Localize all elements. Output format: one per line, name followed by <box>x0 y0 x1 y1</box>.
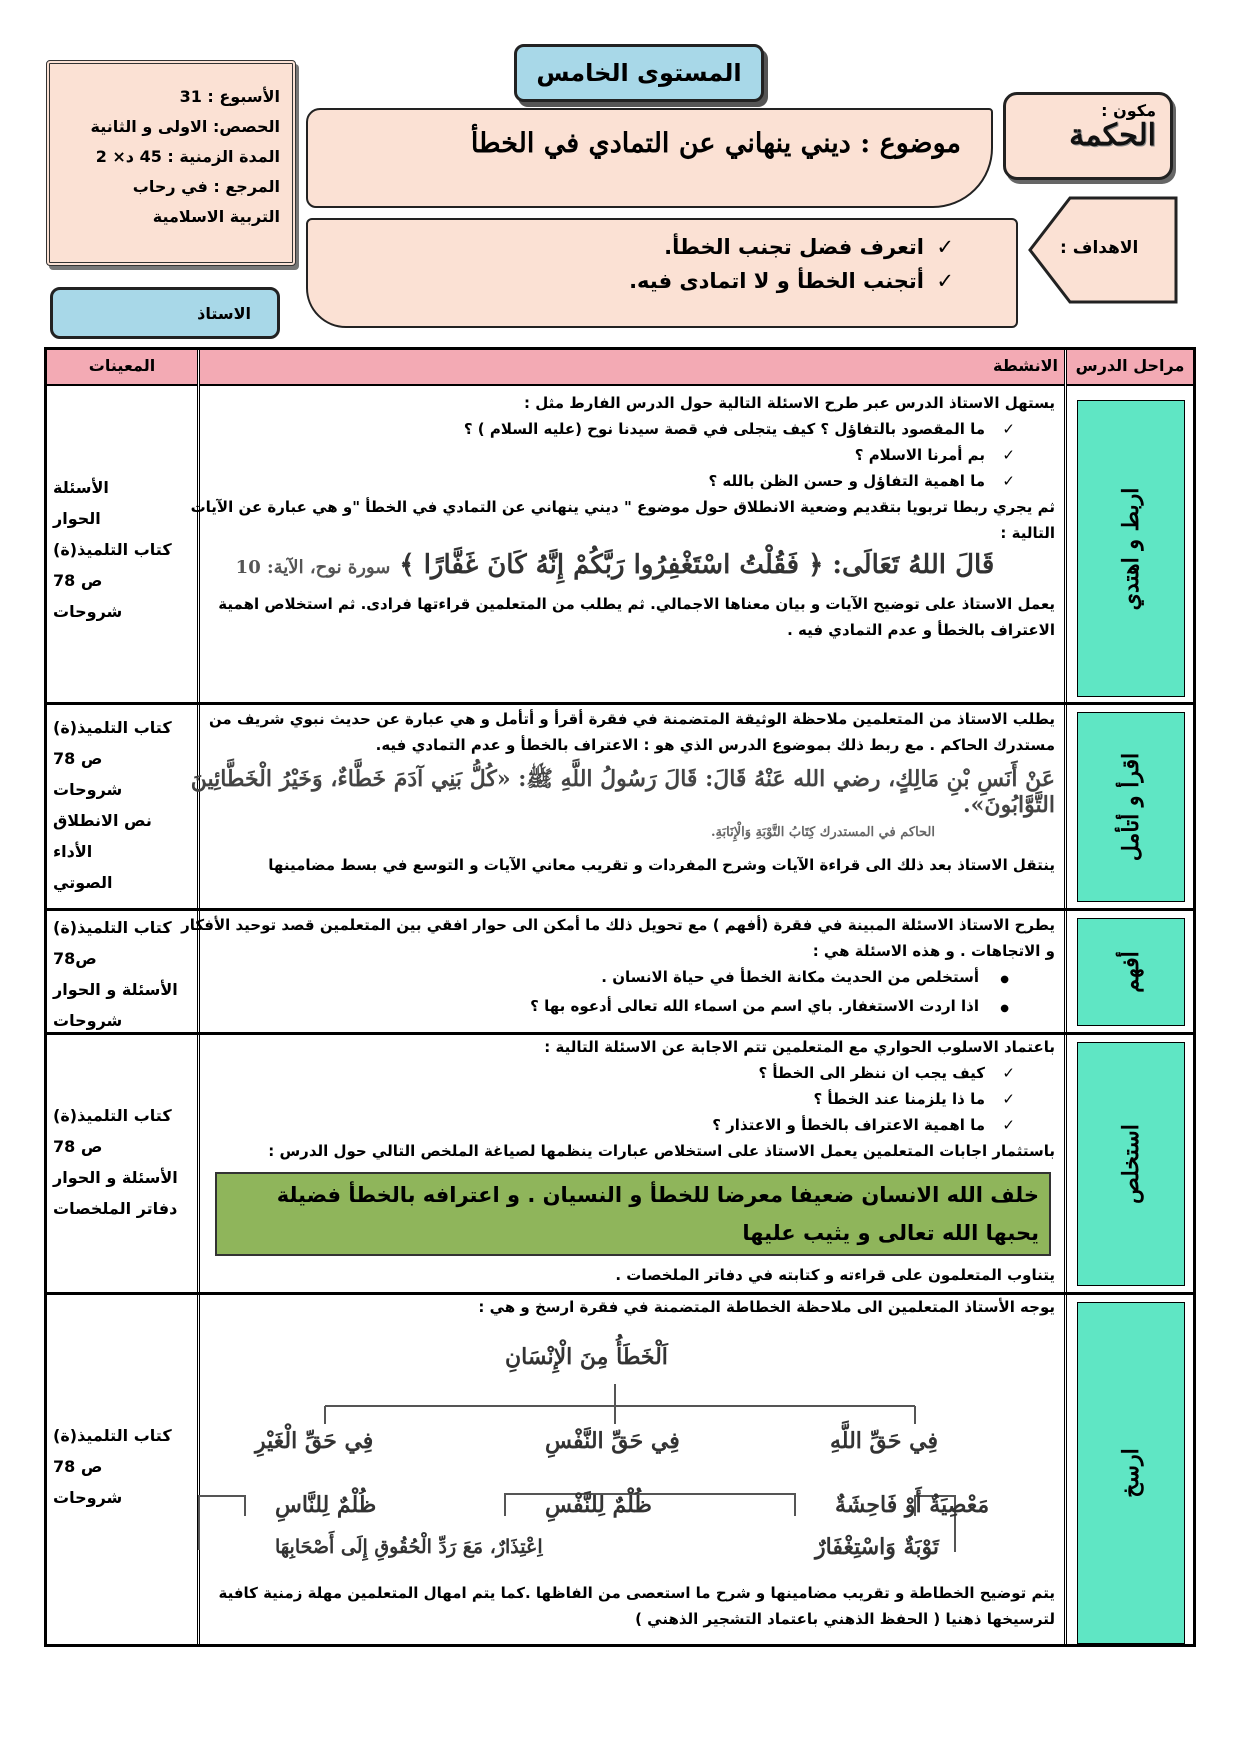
row-divider <box>47 908 1193 911</box>
stage-cell-1 <box>1077 400 1185 697</box>
level-title: المستوى الخامس <box>514 44 764 102</box>
diagram-type: ظُلْمٌ لِلنَّاسِ <box>275 1492 377 1518</box>
resource-item: الأسئلة و الحوار <box>53 980 178 999</box>
resource-item: الأداء <box>53 842 93 861</box>
diagram-remedy: اِعْتِذَارٌ، مَعَ رَدِّ الْحُقُوقِ إِلَى أَصْحَابِهَا <box>275 1536 543 1558</box>
goal-item: ✓ اتعرف فضل تجنب الخطأ. <box>308 230 994 264</box>
diagram-type: ظُلْمٌ لِلنَّفْسِ <box>545 1492 652 1518</box>
stage-label: ارسخ <box>1118 1448 1144 1498</box>
component-value: الحكمة <box>1069 118 1156 153</box>
col-divider <box>1064 350 1067 1644</box>
activity-text: يتناوب المتعلمون على قراءته و كتابته في دفاتر الملخصات . <box>615 1266 1055 1284</box>
hadith-text: عَنْ أَنَسِ بْنِ مَالِكٍ، رضي الله عَنْهُ قَالَ: قَالَ رَسُولُ اللَّهِ ﷺ: «كُلُّ بَنِي آدَمَ خَطَّاءٌ، وَخَيْرُ الْخَطَّائِينَ التَّوَّابُونَ». <box>190 766 1055 818</box>
stage-cell-4 <box>1077 1042 1185 1286</box>
verse-ref: سورة نوح، الآية: 10 <box>235 557 391 578</box>
activities-1 <box>175 390 1061 643</box>
activity-text: يتم توضيح الخطاطة و تقريب مضامينها و شرح ما استعصى من الفاظها .كما يتم امهال المتعلمين مهلة زمنية كافية لترسيخها ذهنيا ( الحفظ الذهني باعتماد التشجير الذهني ) <box>218 1584 1055 1628</box>
stage-label: استخلص <box>1118 1124 1144 1204</box>
stage-label: اربط و اهتدي <box>1118 487 1144 610</box>
question-item: ✓ ما اهمية الاعتراف بالخطأ و الاعتذار ؟ <box>175 1112 1055 1138</box>
resource-item: كتاب التلميذ(ة) <box>53 1106 172 1125</box>
lesson-table <box>44 347 1196 1647</box>
resource-item: ص 78 <box>53 1137 103 1156</box>
resource-item: نص الانطلاق <box>53 811 152 830</box>
goals-box <box>306 218 1018 328</box>
mind-map <box>175 1320 1055 1580</box>
activity-text: يوجه الأستاذ المتعلمين الى ملاحظة الخطاطة المتضمنة في فقرة ارسخ و هي : <box>478 1298 1055 1316</box>
activity-text: ينتقل الاستاذ بعد ذلك الى قراءة الآيات وشرح المفردات و تقريب معاني الآيات و التوسع في بسط مضامينها <box>268 856 1055 874</box>
resource-item: شروحات <box>53 1488 123 1507</box>
resource-item: دفاتر الملخصات <box>53 1199 178 1218</box>
resource-item: شروحات <box>53 780 123 799</box>
question-item: ✓ ما اهمية التفاؤل و حسن الظن بالله ؟ <box>175 468 1055 494</box>
topic-box <box>306 108 993 208</box>
resource-item: شروحات <box>53 602 123 621</box>
activity-text: باستثمار اجابات المتعلمين يعمل الاستاذ على استخلاص عبارات ينظمها لصياغة الملخص التالي حول الدرس : <box>268 1142 1055 1160</box>
resource-item: كتاب التلميذ(ة) <box>53 540 172 559</box>
stage-cell-5 <box>1077 1302 1185 1644</box>
resource-item: شروحات <box>53 1011 123 1030</box>
question-item: ● اذا اردت الاستغفار. باي اسم من اسماء الله تعالى أدعوه بها ؟ <box>175 993 1055 1022</box>
diagram-branch: فِي حَقِّ الْغَيْرِ <box>255 1428 374 1454</box>
activities-3 <box>175 912 1061 1022</box>
diagram-branch: فِي حَقِّ اللَّهِ <box>830 1428 939 1454</box>
component-label: مكون : <box>1101 101 1156 120</box>
component-box <box>1003 92 1173 180</box>
question-item: ● أستخلص من الحديث مكانة الخطأ في حياة الانسان . <box>175 964 1055 993</box>
activities-2 <box>175 706 1061 878</box>
resource-item: ص 78 <box>53 1457 103 1476</box>
verse-text: قَالَ اللهُ تَعَالَى: ﴿ فَقُلْتُ اسْتَغْفِرُوا رَبَّكُمْ إِنَّهُ كَانَ غَفَّارًا ﴾ <box>399 550 995 580</box>
resource-item: كتاب التلميذ(ة) <box>53 918 172 937</box>
header-stages: مراحل الدرس <box>1067 350 1193 386</box>
activity-text: باعتماد الاسلوب الحواري مع المتعلمين تتم الاجابة عن الاسئلة التالية : <box>544 1038 1055 1056</box>
activities-5 <box>175 1294 1061 1632</box>
question-item: ✓ ما المقصود بالتفاؤل ؟ كيف يتجلى في قصة سيدنا نوح (عليه السلام ) ؟ <box>175 416 1055 442</box>
question-item: ✓ كيف يجب ان ننظر الى الخطأ ؟ <box>175 1060 1055 1086</box>
activity-text: ثم يجري ربطا تربويا بتقديم وضعية الانطلاق حول موضوع " ديني ينهاني عن التمادي في الخطأ "و هي عبارة عن الآيات التالية : <box>190 498 1055 542</box>
reference: المرجع : في رحاب <box>132 177 280 196</box>
teacher-label: الاستاذ <box>197 304 251 323</box>
question-item: ✓ ما ذا يلزمنا عند الخطأ ؟ <box>175 1086 1055 1112</box>
resource-item: الصوتي <box>53 873 113 892</box>
row-divider <box>47 702 1193 705</box>
week: الأسبوع : 31 <box>179 87 280 106</box>
header-resources: المعينات <box>47 350 197 386</box>
resource-item: ص 78 <box>53 571 103 590</box>
goals-label: الاهداف : <box>1060 238 1139 258</box>
diagram-type: مَعْصِيَةٌ أَوْ فَاحِشَةٌ <box>835 1492 990 1518</box>
quran-verse <box>175 552 1055 581</box>
stage-label: اقرأ و أتأمل <box>1118 752 1144 862</box>
duration: المدة الزمنية : 45 د× 2 <box>95 147 280 166</box>
teacher-box <box>50 287 280 339</box>
lesson-summary: خلف الله الانسان ضعيفا معرضا للخطأ و النسيان . و اعترافه بالخطأ فضيلة يحبها الله تعالى و يثيب عليها <box>215 1172 1051 1256</box>
resource-item: كتاب التلميذ(ة) <box>53 1426 172 1445</box>
resource-item: الأسئلة و الحوار <box>53 1168 178 1187</box>
stage-cell-2 <box>1077 712 1185 902</box>
question-item: ✓ بم أمرنا الاسلام ؟ <box>175 442 1055 468</box>
resource-item: ص 78 <box>53 749 103 768</box>
stage-cell-3 <box>1077 918 1185 1026</box>
hadith-source: الحاكم في المستدرك كِتَابُ التَّوْبَةِ وَالْإِنَابَةِ. <box>711 825 935 840</box>
resource-item: ص78 <box>53 949 97 968</box>
activity-text: يطرح الاستاذ الاسئلة المبينة في فقرة (أفهم ) مع تحويل ذلك ما أمكن الى حوار افقي بين المتعلمين قصد توحيد الأفكار و الاتجاهات . و هذه الاسئلة هي : <box>181 916 1055 960</box>
topic-title: موضوع : ديني ينهاني عن التمادي في الخطأ <box>470 128 961 159</box>
diagram-branch: فِي حَقِّ النَّفْسِ <box>545 1428 680 1454</box>
goal-item: ✓ أتجنب الخطأ و لا اتمادى فيه. <box>308 264 994 298</box>
sessions: الحصص: الاولى و الثانية <box>90 117 280 136</box>
header-activities: الانشطة <box>200 350 1064 386</box>
diagram-root: اَلْخَطَأُ مِنَ الْإِنْسَانِ <box>505 1344 668 1370</box>
session-info-box <box>46 60 296 266</box>
resource-item: كتاب التلميذ(ة) <box>53 718 172 737</box>
activity-text: يطلب الاستاذ من المتعلمين ملاحظة الوثيقة المتضمنة في فقرة أقرأ و أتأمل و هي عبارة عن حديث نبوي شريف من مستدرك الحاكم . مع ربط ذلك بموضوع الدرس الذي هو : الاعتراف بالخطأ و عدم التمادي فيه. <box>208 710 1055 754</box>
resource-item: الحوار <box>53 509 101 528</box>
reference-2: التربية الاسلامية <box>152 207 280 226</box>
diagram-remedy: تَوْبَةٌ وَاسْتِغْفَارٌ <box>815 1534 939 1560</box>
activities-4 <box>175 1034 1061 1288</box>
stage-label: أفهم <box>1118 951 1144 993</box>
activity-text: يعمل الاستاذ على توضيح الآيات و بيان معناها الاجمالي. ثم يطلب من المتعلمين قراءتها فرادى. ثم استخلاص اهمية الاعتراف بالخطأ و عدم التمادي فيه . <box>218 595 1055 639</box>
resource-item: الأسئلة <box>53 478 109 497</box>
activity-text: يستهل الاستاذ الدرس عبر طرح الاسئلة التالية حول الدرس الفارط مثل : <box>523 394 1055 412</box>
